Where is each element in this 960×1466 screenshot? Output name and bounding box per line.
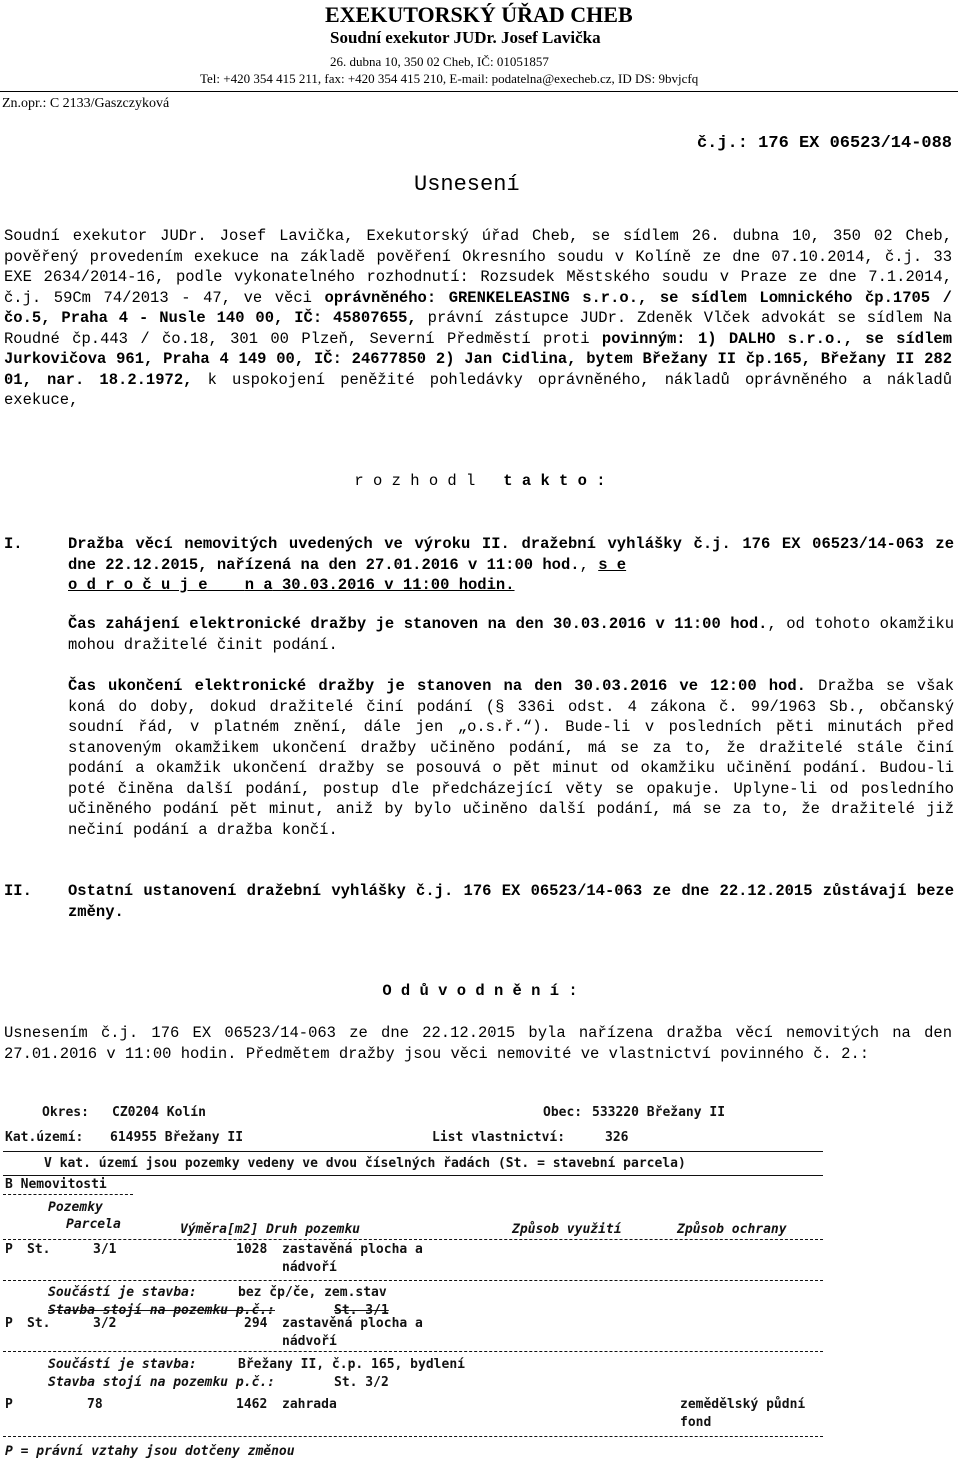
intro-paragraph <box>4 226 952 411</box>
item-1-postpone: Dražba věcí nemovitých uvedených ve výroku II. dražební vyhlášky č.j. 176 EX 06523/14-063 ze dne 22.12.2015, nařízená na den 27.01.2016 v 11:00 hod., s e o d r o č u j e n a 30.03.2016 v 11:00 hodin. <box>68 535 954 594</box>
row-1-stands: St. 3/1 <box>334 1303 389 1318</box>
row-1-part-label: Součástí je stavba: <box>48 1285 197 1300</box>
row-1-part: bez čp/če, zem.stav <box>238 1285 387 1300</box>
decision-heading-b: t a k t o : <box>503 472 606 490</box>
row-2-stands: St. 3/2 <box>334 1375 389 1390</box>
section-title: B Nemovitosti <box>5 1177 107 1192</box>
section-underline <box>3 1194 133 1195</box>
row-1-flag: P <box>5 1242 13 1257</box>
row-2-part-label: Součástí je stavba: <box>48 1357 197 1372</box>
decision-heading <box>0 472 960 490</box>
lv-label: List vlastnictví: <box>432 1130 566 1145</box>
file-number: č.j.: 176 EX 06523/14-088 <box>696 134 952 153</box>
debtors: povinným: 1) DALHO s.r.o., se sídlem Jurkovičova 961, Praha 4 149 00, IČ: 24677850 2) Jan Cidlina, bytem Břežany II čp.165, Břežany II 282 01, nar. 18.2.1972, <box>4 329 952 389</box>
obec-value: 533220 Břežany II <box>592 1105 726 1120</box>
row-2-stands-label: Stavba stojí na pozemku p.č.: <box>48 1375 275 1390</box>
row-1-kind: zastavěná plocha a <box>282 1242 423 1257</box>
reasoning-heading: O d ů v o d n ě n í : <box>382 982 578 1000</box>
ku-value: 614955 Břežany II <box>110 1130 244 1145</box>
header-divider <box>0 91 958 92</box>
row-1-stands-label: Stavba stojí na pozemku p.č.: <box>48 1303 275 1318</box>
row-2-part: Břežany II, č.p. 165, bydlení <box>238 1357 465 1372</box>
col-vymera: Výměra[m2] Druh pozemku <box>180 1222 361 1237</box>
row-3-parcel: 78 <box>87 1397 103 1412</box>
lv-value: 326 <box>605 1130 629 1145</box>
row-3-kind: zahrada <box>282 1397 337 1412</box>
row-2-kind: zastavěná plocha a <box>282 1316 423 1331</box>
row-2-type: St. <box>27 1316 51 1331</box>
row-2-area: 294 <box>244 1316 268 1331</box>
obec-label: Obec: <box>543 1105 583 1120</box>
office-contact: Tel: +420 354 415 211, fax: +420 354 415 210, E-mail: podatelna@execheb.cz, ID DS: 9bvjcfq <box>200 71 699 86</box>
header-rule <box>3 1239 823 1240</box>
row-rule <box>3 1280 823 1281</box>
extract-rule <box>3 1151 823 1152</box>
col-vyuziti: Způsob využití <box>512 1222 622 1237</box>
intro-text-3: k uspokojení peněžité pohledávky oprávněného, nákladů oprávněného a nákladů exekuce, <box>4 370 952 409</box>
cadastral-extract <box>0 1095 960 1466</box>
item-1-start: Čas zahájení elektronické dražby je stanoven na den 30.03.2016 v 11:00 hod., od tohoto okamžiku mohou dražitelé činit podání. <box>68 615 955 654</box>
okres-label: Okres: <box>42 1105 89 1120</box>
item-1-end: Čas ukončení elektronické dražby je stanoven na den 30.03.2016 ve 12:00 hod. Dražba se však koná do doby, dokud dražitelé činí podání (§ 336i odst. 4 zákona č. 99/1963 Sb., občanský soudní řád, v platném znění, dále jen „o.s.ř.“). Bude-li v posledních pěti minutách před stanoveným okamžikem ukončení dražby učiněno podání, má se za to, že dražitelé stále činí podání a okamžik ukončení dražby se posouvá o pět minut od okamžiku učinění podání. Budou-li poté činěna další podání, postup dle předcházející věty se opakuje. Uplyne-li od posledního učiněného podání pět minut, aniž by bylo učiněno další podání, má se za to, že dražitelé již nečiní podání a dražba končí. <box>68 677 954 839</box>
row-3-area: 1462 <box>236 1397 268 1412</box>
decision-heading-a: r o z h o d l <box>354 472 476 490</box>
intro-text-1: Soudní exekutor JUDr. Josef Lavička, Exekutorský úřad Cheb, se sídlem 26. dubna 10, 350 02 Cheb, pověřený provedením exekuce na základě pověření Okresního soudu v Kolíně ze dne 07.10.2014, č.j. 33 EXE 2634/2014-16, podle vykonatelného rozhodnutí: Rozsudek Městského soudu v Praze ze dne 7.1.2014, č.j. 59Cm 74/2013 - 47, ve věci <box>4 227 952 307</box>
office-name: EXEKUTORSKÝ ÚŘAD CHEB <box>325 2 633 27</box>
row-2-flag: P <box>5 1316 13 1331</box>
row-1-type: St. <box>27 1242 51 1257</box>
row-2-parcel: 3/2 <box>93 1316 117 1331</box>
office-address: 26. dubna 10, 350 02 Cheb, IČ: 01051857 <box>330 54 549 69</box>
col-ochrany: Způsob ochrany <box>677 1222 787 1237</box>
row-1-area: 1028 <box>236 1242 268 1257</box>
intro-text-2: právní zástupce JUDr. Zdeněk Vlček advokát se sídlem Na Roudné čp.443 / čo.18, 301 00 Plzeň, Severní Předměstí proti <box>4 309 953 348</box>
row-2-kind-2: nádvoří <box>282 1334 337 1349</box>
case-reference: Zn.opr.: C 2133/Gaszczyková <box>2 96 170 111</box>
row-1-parcel: 3/1 <box>93 1242 117 1257</box>
row-3-flag: P <box>5 1397 13 1412</box>
extract-rule <box>3 1175 823 1176</box>
document-title: Usnesení <box>414 172 520 197</box>
row-1-kind-2: nádvoří <box>282 1260 337 1275</box>
item-2-text: Ostatní ustanovení dražební vyhlášky č.j. 176 EX 06523/14-063 ze dne 22.12.2015 zůstávají beze změny. <box>68 882 954 921</box>
creditor: oprávněného: GRENKELEASING s.r.o., se sídlem Lomnického čp.1705 / čo.5, Praha 4 - Nusle 140 00, IČ: 45807655, <box>4 288 952 327</box>
okres-value: CZ0204 Kolín <box>112 1105 206 1120</box>
row-rule <box>3 1351 823 1352</box>
reasoning-paragraph: Usnesením č.j. 176 EX 06523/14-063 ze dne 22.12.2015 byla nařízena dražba věcí nemovitých na den 27.01.2016 v 11:00 hodin. Předmětem dražby jsou věci nemovité ve vlastnictví povinného č. 2.: <box>4 1024 952 1063</box>
col-pozemky: Pozemky <box>48 1200 103 1215</box>
extract-note: V kat. území jsou pozemky vedeny ve dvou číselných řadách (St. = stavební parcela) <box>44 1156 686 1171</box>
extract-footnote: P = právní vztahy jsou dotčeny změnou <box>5 1444 295 1459</box>
row-3-protection-2: fond <box>680 1415 712 1430</box>
col-parcela: Parcela <box>66 1217 121 1232</box>
item-2-number: II. <box>4 882 32 900</box>
executor-name: Soudní exekutor JUDr. Josef Lavička <box>330 28 601 47</box>
item-1-number: I. <box>4 535 23 553</box>
ku-label: Kat.území: <box>5 1130 84 1145</box>
row-3-protection: zemědělský půdní <box>680 1397 806 1412</box>
footer-rule <box>3 1436 823 1437</box>
